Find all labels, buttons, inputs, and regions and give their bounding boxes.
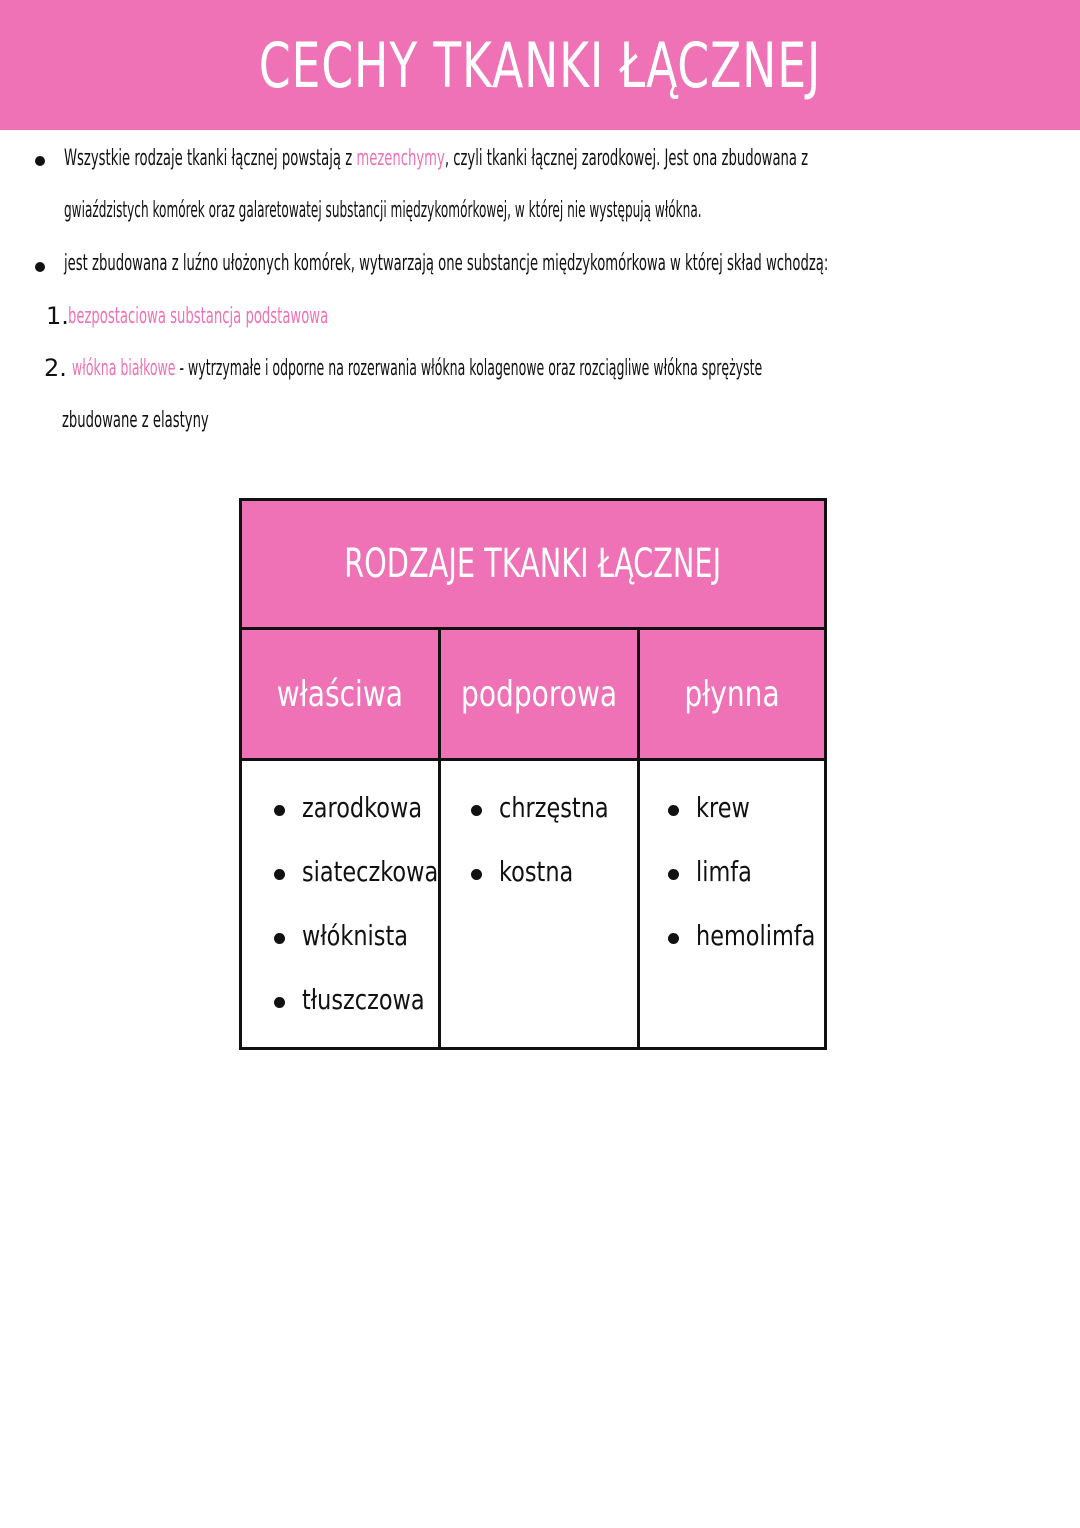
column-header-label: płynna bbox=[684, 673, 780, 715]
bullet-1-line-2: gwiaździstych komórek oraz galaretowatej substancji międzykomórkowej, w której nie występują włókna. bbox=[64, 198, 702, 223]
list-item: zarodkowa bbox=[302, 791, 423, 824]
column-header-wlasciwa bbox=[242, 630, 438, 761]
list-item: tłuszczowa bbox=[302, 983, 425, 1016]
item-1-number: 1. bbox=[46, 302, 69, 330]
bullet-dot bbox=[35, 156, 45, 166]
column-divider bbox=[438, 630, 441, 1050]
list-bullet bbox=[471, 869, 482, 880]
item-2-number: 2. bbox=[44, 354, 67, 382]
list-item: siateczkowa bbox=[302, 855, 439, 888]
list-item: limfa bbox=[696, 855, 752, 888]
page-title: CECHY TKANKI ŁĄCZNEJ bbox=[258, 28, 822, 102]
table-title: RODZAJE TKANKI ŁĄCZNEJ bbox=[344, 541, 722, 587]
list-bullet bbox=[668, 869, 679, 880]
item-2-text: - wytrzymałe i odporne na rozerwania włókna kolagenowe oraz rozciągliwe włókna sprężyste bbox=[175, 356, 763, 381]
list-bullet bbox=[274, 933, 285, 944]
bullet-1-text-b: , czyli tkanki łącznej zarodkowej. Jest ona zbudowana z bbox=[444, 146, 809, 171]
column-header-plynna bbox=[640, 630, 824, 761]
bullet-1-text-a: Wszystkie rodzaje tkanki łącznej powstają z bbox=[64, 146, 357, 171]
list-item: włóknista bbox=[302, 919, 408, 952]
list-item: hemolimfa bbox=[696, 919, 816, 952]
bullet-1-highlight: mezenchymy bbox=[356, 146, 445, 171]
bullet-1-line-1 bbox=[64, 146, 808, 171]
tissue-types-table bbox=[239, 498, 827, 1050]
item-1-text: bezpostaciowa substancja podstawowa bbox=[68, 304, 329, 329]
list-bullet bbox=[668, 933, 679, 944]
item-2-line-1 bbox=[72, 356, 762, 381]
column-divider bbox=[637, 630, 640, 1050]
item-2-highlight: włókna białkowe bbox=[72, 356, 176, 381]
list-bullet bbox=[668, 805, 679, 816]
list-bullet bbox=[274, 997, 285, 1008]
list-item: kostna bbox=[499, 855, 574, 888]
bullet-dot bbox=[35, 262, 45, 272]
table-title-cell bbox=[242, 501, 824, 630]
column-header-podporowa bbox=[441, 630, 637, 761]
page-header bbox=[0, 0, 1080, 130]
list-item: krew bbox=[696, 791, 750, 824]
list-bullet bbox=[274, 869, 285, 880]
bullet-2-line: jest zbudowana z luźno ułożonych komórek, wytwarzają one substancje międzykomórkowa w której skład wchodzą: bbox=[64, 251, 829, 276]
list-item: chrzęstna bbox=[499, 791, 609, 824]
column-header-label: podporowa bbox=[460, 673, 618, 715]
item-2-line-2: zbudowane z elastyny bbox=[62, 408, 209, 433]
list-bullet bbox=[274, 805, 285, 816]
list-bullet bbox=[471, 805, 482, 816]
column-header-label: właściwa bbox=[276, 673, 404, 715]
